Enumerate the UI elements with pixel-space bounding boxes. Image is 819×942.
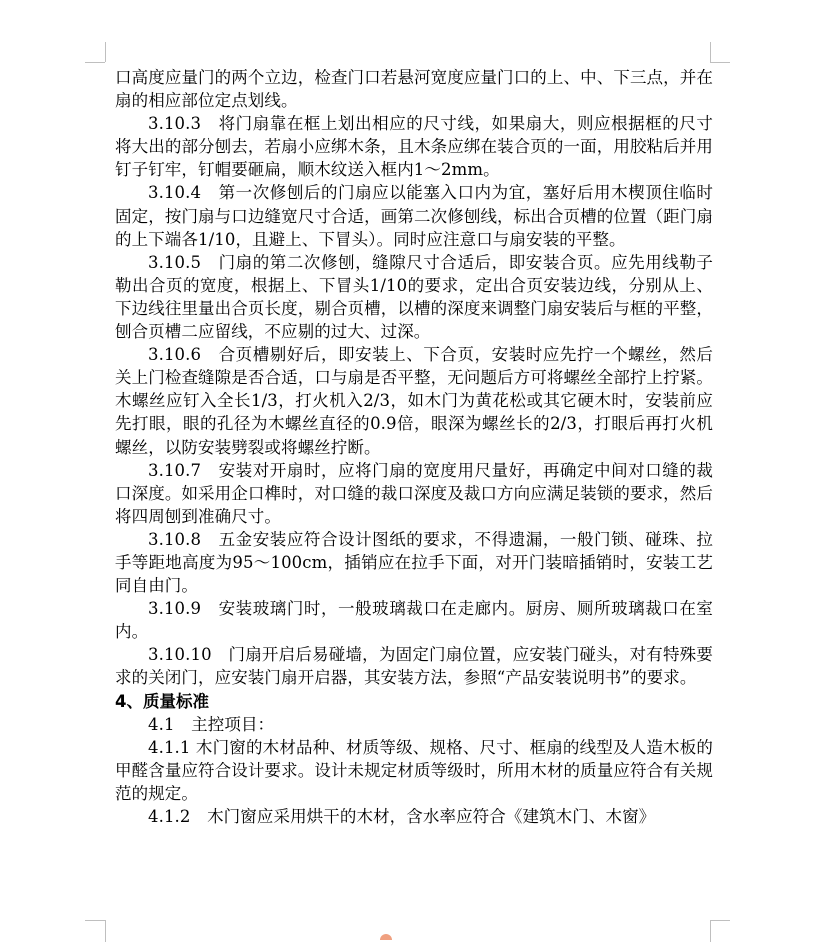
paragraph-3-10-3: 3.10.3 将门扇靠在框上划出相应的尺寸线，如果扇大，则应根据框的尺寸将大出的部分刨去，若扇小应绑木条，且木条应绑在装合页的一面，用胶粘后并用钉子钉牢，钉帽要砸扁，顺木纹送入框内1～2mm。 [115,114,713,180]
paragraph-3-10-5: 3.10.5 门扇的第二次修刨，缝隙尺寸合适后，即安装合页。应先用线勒子勒出合页的宽度，根据上、下冒头1/10的要求，定出合页安装边线，分别从上、下边线往里量出合页长度，剔合页槽，以槽的深度来调整门扇安装后与框的平整，刨合页槽二应留线，不应剔的过大、过深。 [115,252,713,342]
paragraph-4-1-2: 4.1.2 木门窗应采用烘干的木材，含水率应符合《建筑木门、木窗》 [148,807,656,826]
paragraph-continuation: 口高度应量门的两个立边，检查门口若悬河宽度应量门口的上、中、下三点，并在扇的相应部位定点划线。 [115,68,713,111]
crop-mark-bottom-right-horizontal [710,920,730,921]
crop-mark-bottom-right [710,920,711,942]
paragraph-4-1-1: 4.1.1 木门窗的木材品种、材质等级、规格、尺寸、框扇的线型及人造木板的甲醛含量应符合设计要求。设计未规定材质等级时，所用木材的质量应符合有关规范的规定。 [115,737,713,803]
crop-mark-top-left-horizontal [85,62,105,63]
crop-mark-top-right-horizontal [710,62,730,63]
crop-mark-top-left [105,42,106,62]
paragraph-3-10-9: 3.10.9 安装玻璃门时，一般玻璃裁口在走廊内。厨房、厕所玻璃裁口在室内。 [115,599,713,642]
crop-mark-bottom-left [105,920,106,942]
paragraph-3-10-10: 3.10.10 门扇开启后易碰墙，为固定门扇位置，应安装门碰头，对有特殊要求的关闭门，应安装门扇开启器，其安装方法，参照“产品安装说明书”的要求。 [115,645,713,688]
paragraph-3-10-8: 3.10.8 五金安装应符合设计图纸的要求，不得遗漏，一般门锁、碰珠、拉手等距地高度为95～100cm，插销应在拉手下面，对开门装暗插销时，安装工艺同自由门。 [115,529,713,596]
page-edge-marker [380,934,392,940]
paragraph-3-10-4: 3.10.4 第一次修刨后的门扇应以能塞入口内为宜，塞好后用木楔顶住临时固定，按门扇与口边缝宽尺寸合适，画第二次修刨线，标出合页槽的位置（距门扇的上下端各1/10，且避上、下冒头）。同时应注意口与扇安装的平整。 [115,183,713,249]
crop-mark-bottom-left-horizontal [85,920,105,921]
paragraph-3-10-7: 3.10.7 安装对开扇时，应将门扇的宽度用尺量好，再确定中间对口缝的裁口深度。如采用企口榫时，对口缝的裁口深度及裁口方向应满足装锁的要求，然后将四周刨到准确尺寸。 [115,460,713,526]
paragraph-3-10-6: 3.10.6 合页槽剔好后，即安装上、下合页，安装时应先拧一个螺丝，然后关上门检查缝隙是否合适，口与扇是否平整，无问题后方可将螺丝全部拧上拧紧。木螺丝应钉入全长1/3，打火机入2/3，如木门为黄花松或其它硬木时，安装前应先打眼，眼的孔径为木螺丝直径的0.9倍，眼深为螺丝长的2/3，打眼后再打火机螺丝，以防安装劈裂或将螺丝拧断。 [115,345,713,457]
section-heading-quality-standard: 4、质量标准 [115,691,209,711]
document-body [115,66,713,828]
crop-mark-top-right [710,42,711,62]
paragraph-4-1: 4.1 主控项目： [148,714,275,734]
